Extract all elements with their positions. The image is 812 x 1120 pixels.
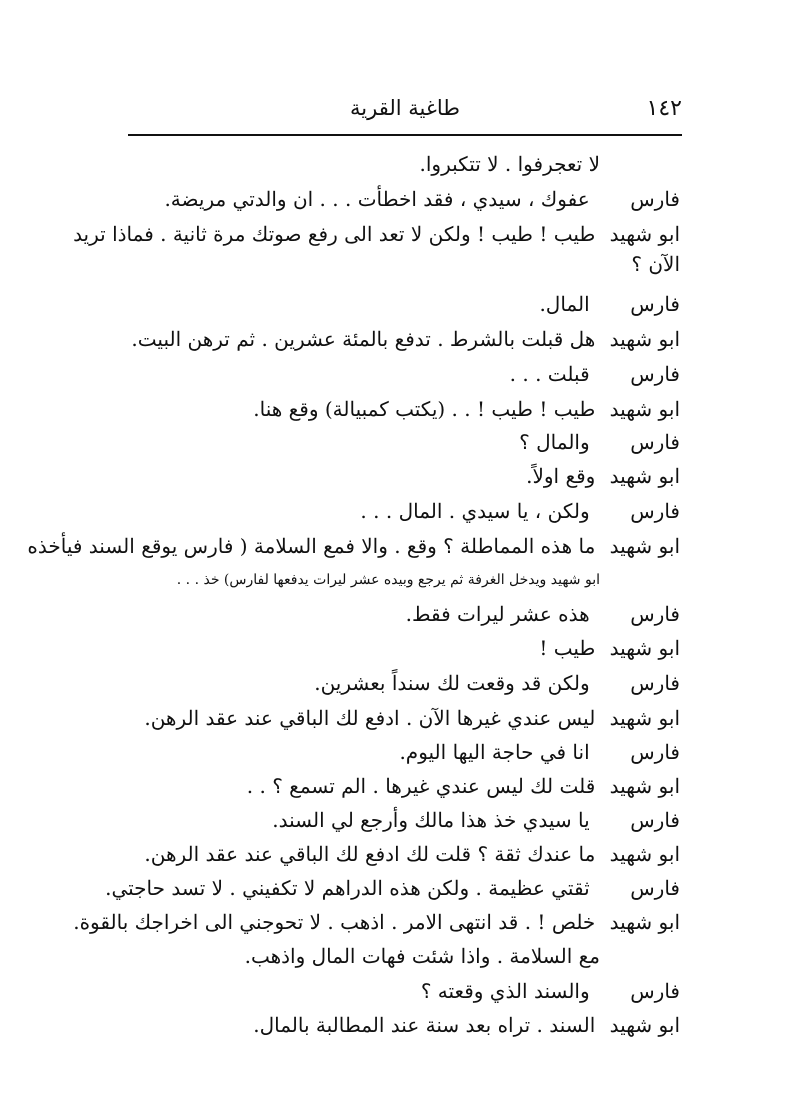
dialogue-line bbox=[128, 1011, 680, 1039]
dialogue-line bbox=[128, 325, 680, 353]
dialogue-line bbox=[27, 532, 680, 560]
dialogue-line bbox=[128, 150, 600, 178]
line-text: وقع اولاً. bbox=[526, 464, 596, 488]
dialogue-line bbox=[128, 290, 680, 318]
page-number: ١٤٢ bbox=[646, 96, 682, 121]
dialogue-line bbox=[128, 360, 680, 388]
dialogue-line bbox=[128, 977, 680, 1005]
dialogue-line bbox=[128, 250, 680, 278]
dialogue-line bbox=[128, 462, 680, 490]
stage-direction bbox=[128, 566, 600, 594]
speaker-name: فارس bbox=[630, 430, 680, 454]
speaker-name: ابو شهيد bbox=[609, 534, 680, 558]
line-text: ما هذه المماطلة ؟ وقع . والا فمع السلامة ( فارس يوقع السند فيأخذه bbox=[27, 534, 596, 558]
line-text: مع السلامة . واذا شئت فهات المال واذهب. bbox=[244, 944, 600, 968]
dialogue-line bbox=[105, 874, 680, 902]
speaker-name: فارس bbox=[630, 671, 680, 695]
dialogue-line bbox=[128, 395, 680, 423]
speaker-name: ابو شهيد bbox=[609, 222, 680, 246]
speaker-name: فارس bbox=[630, 979, 680, 1003]
line-text: ولكن ، يا سيدي . المال . . . bbox=[360, 499, 590, 523]
line-text: ابو شهيد ويدخل الغرفة ثم يرجع وبيده عشر ليرات يدفعها لفارس) خذ . . . bbox=[176, 572, 600, 588]
dialogue-line bbox=[73, 908, 680, 936]
page-header bbox=[128, 96, 682, 126]
line-text: قبلت . . . bbox=[509, 362, 590, 386]
line-text: طيب ! bbox=[539, 636, 596, 660]
line-text: خلص ! . قد انتهى الامر . اذهب . لا تحوجني الى اخراجك بالقوة. bbox=[73, 910, 596, 934]
line-text: ثقتي عظيمة . ولكن هذه الدراهم لا تكفيني . لا تسد حاجتي. bbox=[105, 876, 590, 900]
line-text: والسند الذي وقعته ؟ bbox=[420, 979, 590, 1003]
line-text: طيب ! طيب ! ولكن لا تعد الى رفع صوتك مرة ثانية . فماذا تريد bbox=[73, 222, 596, 246]
line-text: ما عندك ثقة ؟ قلت لك ادفع لك الباقي عند عقد الرهن. bbox=[144, 842, 596, 866]
line-text: المال. bbox=[539, 292, 590, 316]
speaker-name: فارس bbox=[630, 602, 680, 626]
speaker-name: فارس bbox=[630, 292, 680, 316]
dialogue-line bbox=[128, 806, 680, 834]
speaker-name: ابو شهيد bbox=[609, 464, 680, 488]
line-text: عفوك ، سيدي ، فقد اخطأت . . . ان والدتي مريضة. bbox=[164, 187, 590, 211]
speaker-name: ابو شهيد bbox=[609, 327, 680, 351]
speaker-name: ابو شهيد bbox=[609, 842, 680, 866]
speaker-name: فارس bbox=[630, 876, 680, 900]
running-title: طاغية القرية bbox=[350, 96, 460, 120]
speaker-name: فارس bbox=[630, 187, 680, 211]
dialogue-line bbox=[128, 704, 680, 732]
line-text: ليس عندي غيرها الآن . ادفع لك الباقي عند عقد الرهن. bbox=[144, 706, 596, 730]
dialogue-line bbox=[128, 600, 680, 628]
line-text: لا تعجرفوا . لا تتكبروا. bbox=[419, 152, 600, 176]
line-text: السند . تراه بعد سنة عند المطالبة بالمال. bbox=[253, 1013, 596, 1037]
line-text: هذه عشر ليرات فقط. bbox=[405, 602, 590, 626]
speaker-name: ابو شهيد bbox=[609, 774, 680, 798]
dialogue-line bbox=[128, 428, 680, 456]
line-text: الآن ؟ bbox=[631, 252, 680, 276]
line-text: انا في حاجة اليها اليوم. bbox=[399, 740, 590, 764]
header-rule bbox=[128, 134, 682, 136]
speaker-name: ابو شهيد bbox=[609, 636, 680, 660]
dialogue-line bbox=[128, 772, 680, 800]
dialogue-line bbox=[73, 220, 680, 248]
line-text: قلت لك ليس عندي غيرها . الم تسمع ؟ . . bbox=[246, 774, 596, 798]
dialogue-line bbox=[128, 185, 680, 213]
speaker-name: ابو شهيد bbox=[609, 910, 680, 934]
speaker-name: ابو شهيد bbox=[609, 706, 680, 730]
dialogue-line bbox=[128, 738, 680, 766]
line-text: والمال ؟ bbox=[519, 430, 590, 454]
speaker-name: ابو شهيد bbox=[609, 397, 680, 421]
speaker-name: ابو شهيد bbox=[609, 1013, 680, 1037]
speaker-name: فارس bbox=[630, 808, 680, 832]
line-text: هل قبلت بالشرط . تدفع بالمئة عشرين . ثم ترهن البيت. bbox=[131, 327, 596, 351]
line-text: طيب ! طيب ! . . (يكتب كمبيالة) وقع هنا. bbox=[253, 397, 596, 421]
dialogue-line bbox=[128, 942, 600, 970]
dialogue-line bbox=[128, 497, 680, 525]
dialogue-line bbox=[128, 840, 680, 868]
speaker-name: فارس bbox=[630, 499, 680, 523]
speaker-name: فارس bbox=[630, 362, 680, 386]
speaker-name: فارس bbox=[630, 740, 680, 764]
line-text: يا سيدي خذ هذا مالك وأرجع لي السند. bbox=[272, 808, 590, 832]
line-text: ولكن قد وقعت لك سنداً بعشرين. bbox=[314, 671, 590, 695]
dialogue-line bbox=[128, 634, 680, 662]
dialogue-line bbox=[128, 669, 680, 697]
